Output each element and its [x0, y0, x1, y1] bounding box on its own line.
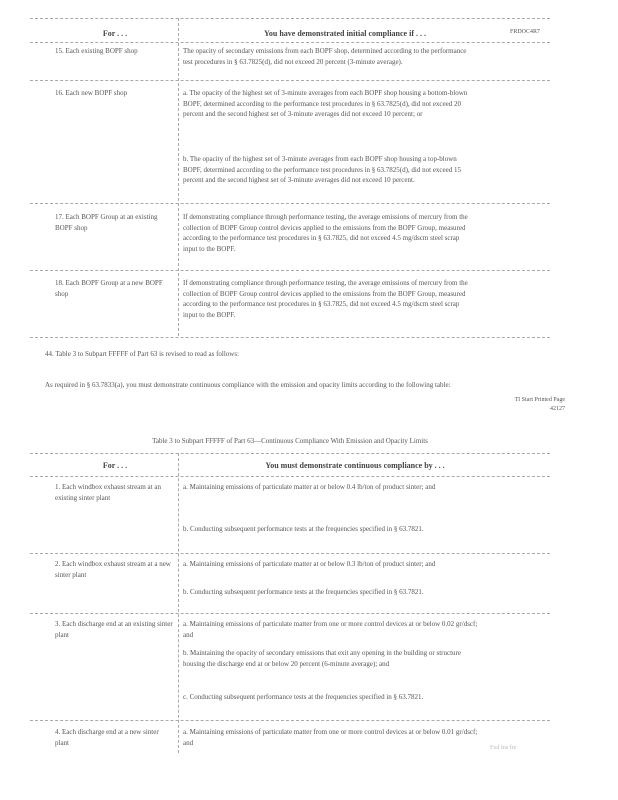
table2-row-3-item-a: a. Maintaining emissions of particulate matter from one or more control devices at or below 0.02 gr/dscf; and	[183, 620, 478, 639]
table1-row-16-label: 16. Each new BOPF shop	[55, 89, 128, 97]
side-note: TI Start Printed Page 42127	[514, 397, 565, 412]
table2-col2-header: You must demonstrate continuous compliance by . . .	[265, 461, 445, 470]
table2-row-3-item-b: b. Maintaining the opacity of secondary emissions that exit any opening in the building or structure housing the discharge end at or below 20 percent (6-minute average); and	[183, 649, 461, 668]
table1-row-16-item-a: a. The opacity of the highest set of 3-minute averages from each BOPF shop housing a bottom-blown BOPF, determined according to the performance test procedures in § 63.7825(d), did not exceed 20 percent and the second highest set of 3-minute averages did not exceed 10 percent; or	[183, 89, 468, 118]
table1-row-17-label: 17. Each BOPF Group at an existing BOPF shop	[55, 213, 158, 232]
table2-row-1-item-b: b. Conducting subsequent performance tests at the frequencies specified in § 63.7821.	[183, 525, 424, 533]
table2-row-4-item-a: a. Maintaining emissions of particulate matter from one or more control devices at or below 0.01 gr/dscf; and	[183, 728, 478, 747]
table1-row-15-item-a: The opacity of secondary emissions from each BOPF shop, determined according to the performance test procedures in § 63.7825(d), did not exceed 20 percent (3-minute average).	[183, 47, 467, 66]
table2-col1-header: For . . .	[102, 461, 128, 470]
table2-row-3-item-c: c. Conducting subsequent performance tests at the frequencies specified in § 63.7821.	[183, 693, 424, 701]
table2-row-2-label: 2. Each windbox exhaust stream at a new sinter plant	[55, 560, 171, 579]
table2-row-3-label: 3. Each discharge end at an existing sinter plant	[55, 620, 173, 639]
table1-row-18-label: 18. Each BOPF Group at a new BOPF shop	[55, 279, 163, 298]
table1-col1-header: For . . .	[102, 29, 128, 38]
amendment-text: 44. Table 3 to Subpart FFFFF of Part 63 is revised to read as follows:	[45, 350, 240, 358]
bottom-mark: Fxd Ins fre	[490, 745, 517, 751]
table2-row-2-item-b: b. Conducting subsequent performance tests at the frequencies specified in § 63.7821.	[183, 588, 424, 596]
table1-row-18-item-a: If demonstrating compliance through performance testing, the average emissions of mercury from the collection of BOPF Group control devices applied to the emissions from the BOPF Group, measured according to the performance test procedures in § 63.7825, did not exceed 4.5 mg/dscm steel scrap input to the BOPF.	[183, 279, 468, 319]
table1-row-17-item-a: If demonstrating compliance through performance testing, the average emissions of mercury from the collection of BOPF Group control devices applied to the emissions from the BOPF Group, measured according to the performance test procedures in § 63.7825, did not exceed 4.5 mg/dscm steel scrap input to the BOPF.	[183, 213, 468, 253]
frdoc-label: FRDOC4R7	[510, 29, 541, 35]
intro-text: As required in § 63.7833(a), you must demonstrate continuous compliance with the emission and opacity limits according to the following table:	[45, 381, 451, 389]
table1-col2-header: You have demonstrated initial compliance if . . .	[264, 29, 426, 38]
table2-row-1-label: 1. Each windbox exhaust stream at an existing sinter plant	[55, 483, 161, 502]
table2-row-1-item-a: a. Maintaining emissions of particulate matter at or below 0.4 lb/ton of product sinter; and	[183, 483, 436, 491]
table2-row-4-label: 4. Each discharge end at a new sinter plant	[55, 728, 159, 747]
table2-caption: Table 3 to Subpart FFFFF of Part 63—Continuous Compliance With Emission and Opacity Limits	[152, 437, 428, 445]
table2-row-2-item-a: a. Maintaining emissions of particulate matter at or below 0.3 lb/ton of product sinter; and	[183, 560, 436, 568]
table1-row-16-item-b: b. The opacity of the highest set of 3-minute averages from each BOPF shop housing a top-blown BOPF, determined according to the performance test procedures in § 63.7825(d), did not exceed 15 percent and the second highest set of 3-minute averages did not exceed 10 percent.	[183, 155, 461, 184]
table1-row-15-label: 15. Each existing BOPF shop	[55, 47, 138, 55]
